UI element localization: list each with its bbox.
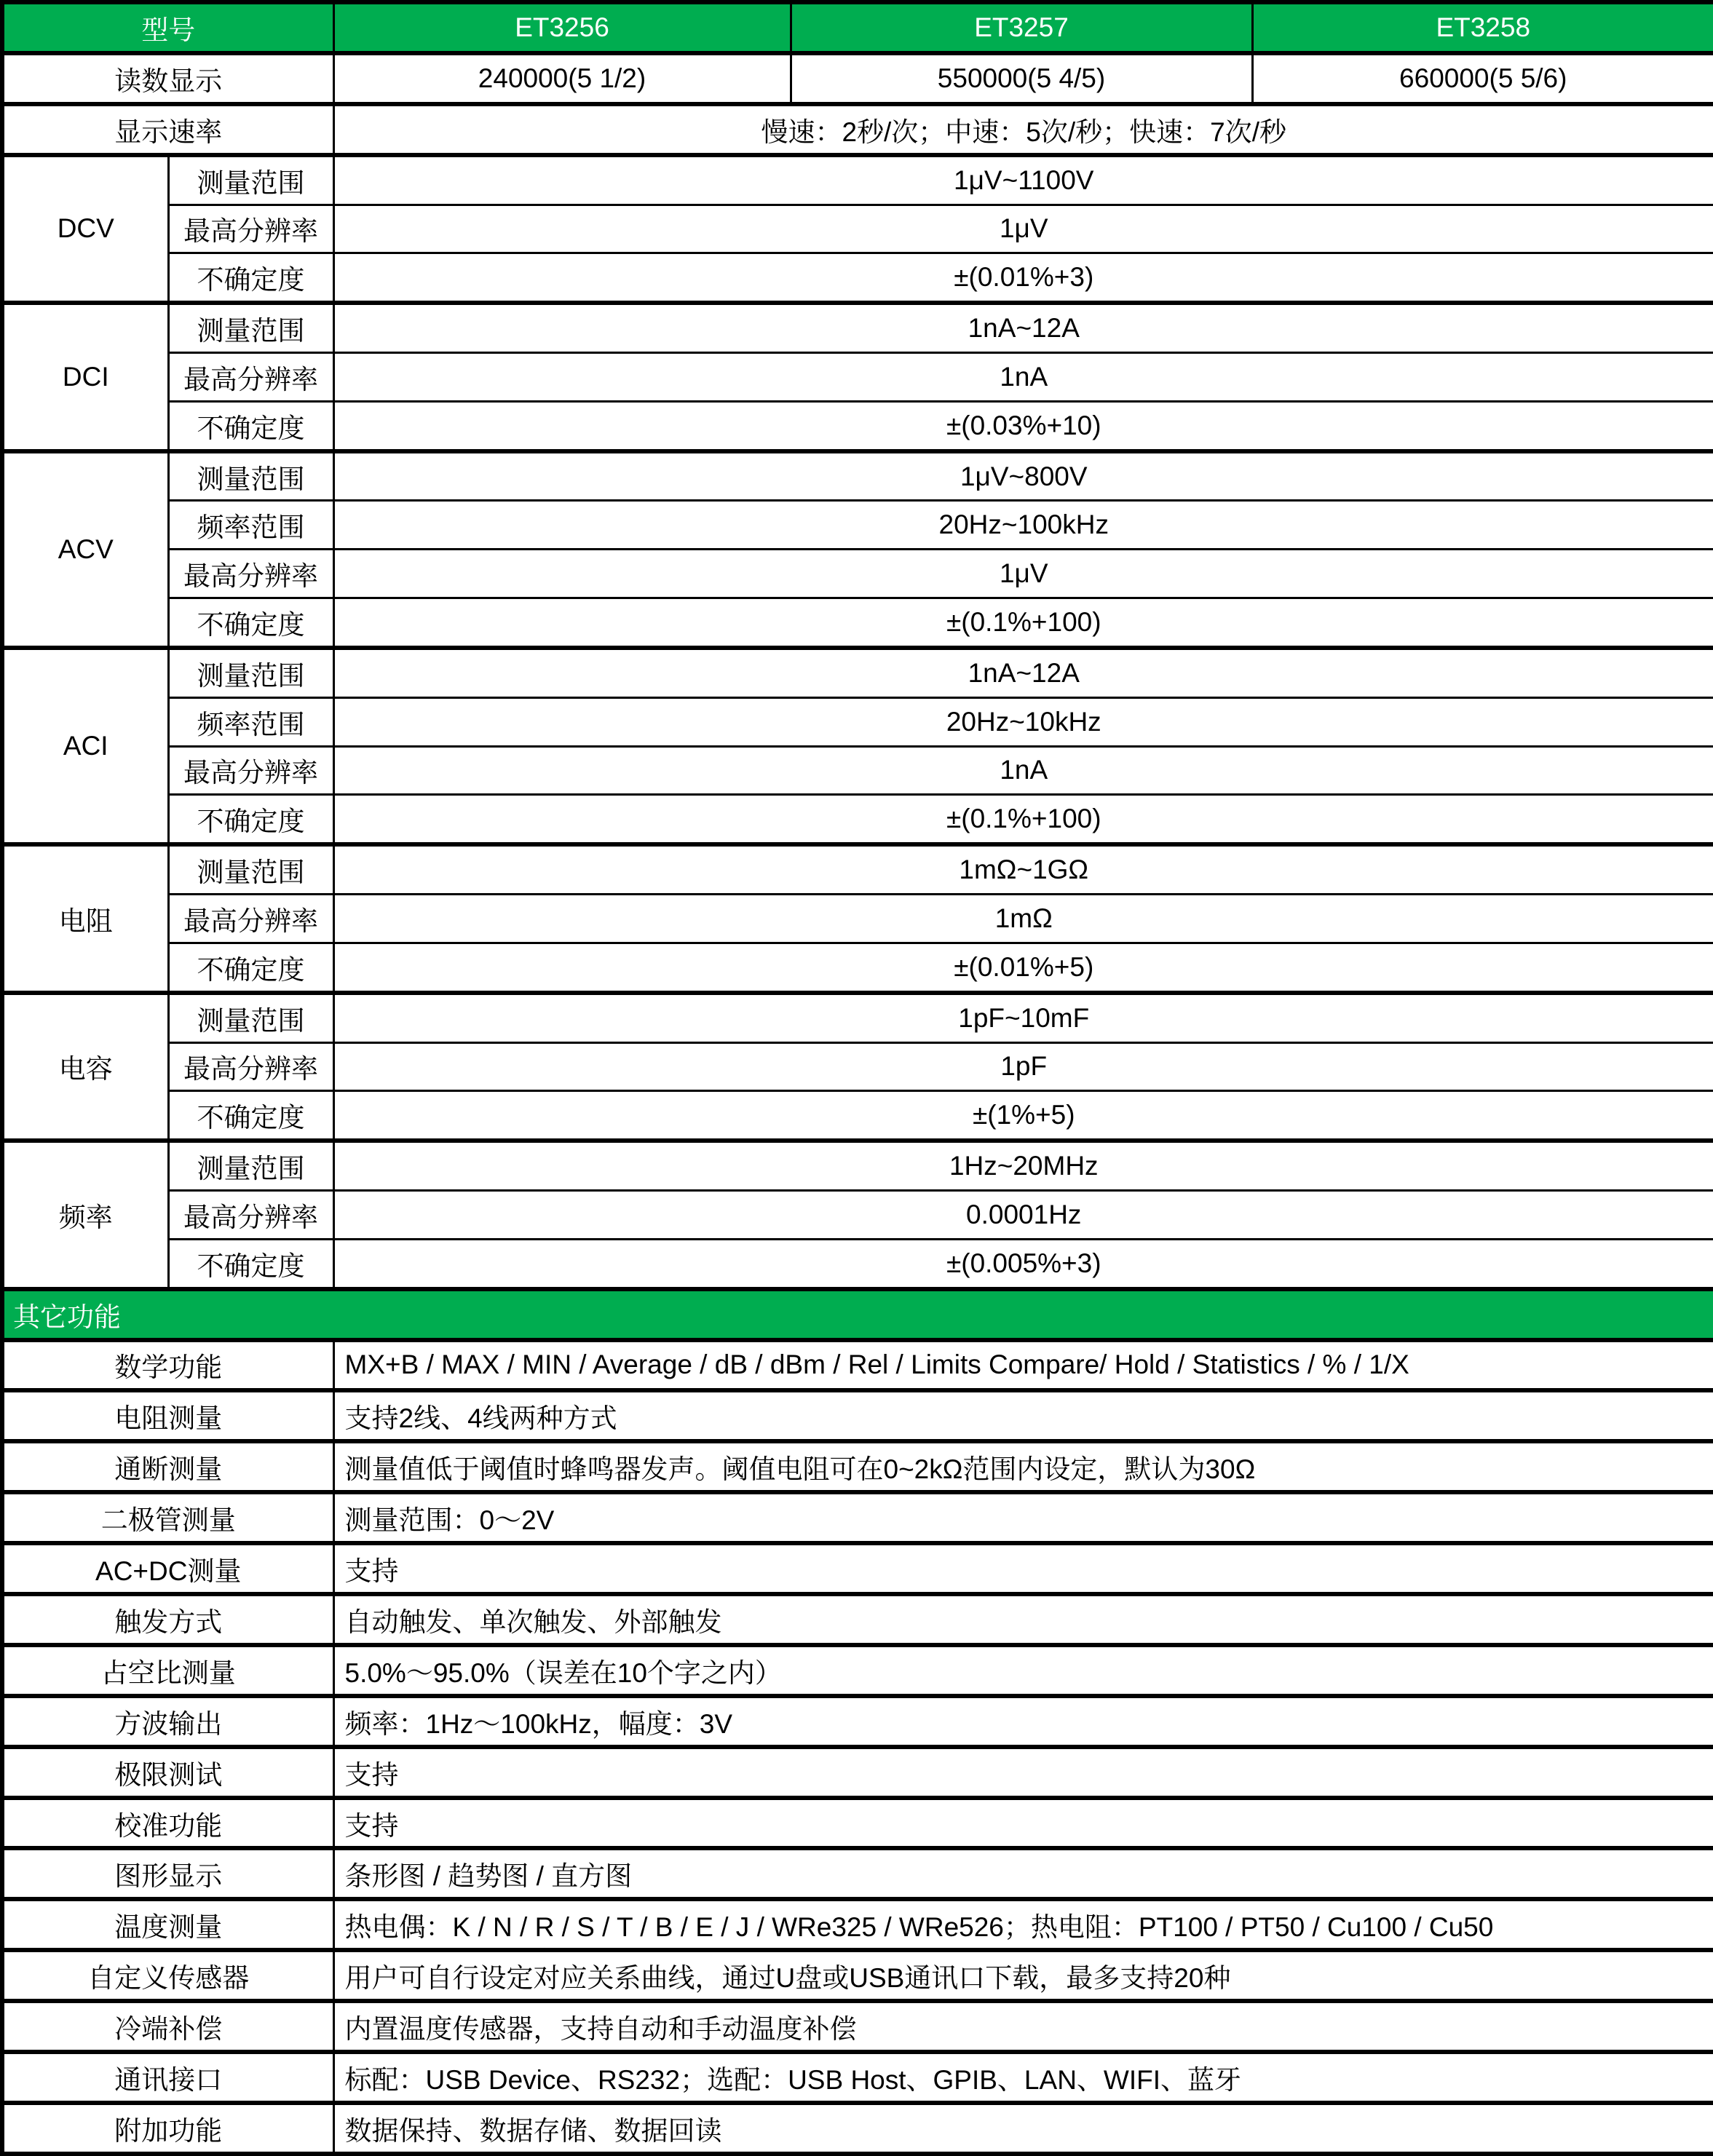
- function-label-cell: 校准功能: [2, 1798, 333, 1849]
- reading-row: [2, 53, 1713, 104]
- spec-label-cell: 最高分辨率: [168, 1191, 333, 1240]
- table-row: [2, 1340, 1713, 1391]
- section-name-cell: 电容: [2, 993, 168, 1141]
- section-name-cell: DCV: [2, 155, 168, 303]
- spec-value-cell: 1mΩ~1GΩ: [333, 844, 1713, 894]
- table-row: [2, 1141, 1713, 1190]
- spec-value-cell: 1pF~10mF: [333, 993, 1713, 1042]
- spec-label-cell: 频率范围: [168, 697, 333, 746]
- section-name-cell: ACV: [2, 451, 168, 648]
- function-value-cell: 标配：USB Device、RS232；选配：USB Host、GPIB、LAN、WIFI、蓝牙: [333, 2052, 1713, 2103]
- function-label-cell: 冷端补偿: [2, 2001, 333, 2052]
- table-row: [2, 205, 1713, 253]
- spec-label-cell: 最高分辨率: [168, 1042, 333, 1091]
- table-row: [2, 550, 1713, 598]
- function-value-cell: 频率：1Hz～100kHz，幅度：3V: [333, 1696, 1713, 1747]
- spec-label-cell: 不确定度: [168, 598, 333, 648]
- spec-label-cell: 测量范围: [168, 303, 333, 352]
- spec-label-cell: 最高分辨率: [168, 205, 333, 253]
- model-et3257-cell: ET3257: [791, 2, 1252, 53]
- model-label-cell: 型号: [2, 2, 333, 53]
- function-label-cell: 通断测量: [2, 1441, 333, 1492]
- table-row: [2, 1492, 1713, 1543]
- spec-value-cell: 20Hz~10kHz: [333, 697, 1713, 746]
- function-label-cell: 触发方式: [2, 1594, 333, 1645]
- function-value-cell: MX+B / MAX / MIN / Average / dB / dBm / Rel / Limits Compare/ Hold / Statistics / % / 1/X: [333, 1340, 1713, 1391]
- spec-label-cell: 频率范围: [168, 501, 333, 550]
- spec-label-cell: 不确定度: [168, 401, 333, 451]
- spec-value-cell: 1μV: [333, 205, 1713, 253]
- table-row: [2, 1191, 1713, 1240]
- table-row: [2, 795, 1713, 844]
- function-value-cell: 测量范围：0～2V: [333, 1492, 1713, 1543]
- function-label-cell: 通讯接口: [2, 2052, 333, 2103]
- spec-label-cell: 不确定度: [168, 795, 333, 844]
- table-row: [2, 1091, 1713, 1141]
- function-label-cell: 附加功能: [2, 2103, 333, 2154]
- table-row: [2, 451, 1713, 501]
- spec-value-cell: 1nA~12A: [333, 303, 1713, 352]
- section-name-cell: DCI: [2, 303, 168, 451]
- function-label-cell: 电阻测量: [2, 1390, 333, 1441]
- spec-value-cell: ±(1%+5): [333, 1091, 1713, 1141]
- function-value-cell: 支持: [333, 1543, 1713, 1594]
- other-functions-band: [2, 1289, 1713, 1340]
- spec-value-cell: 1Hz~20MHz: [333, 1141, 1713, 1190]
- spec-value-cell: 1μV~800V: [333, 451, 1713, 501]
- function-value-cell: 支持: [333, 1798, 1713, 1849]
- function-label-cell: 数学功能: [2, 1340, 333, 1391]
- function-value-cell: 内置温度传感器，支持自动和手动温度补偿: [333, 2001, 1713, 2052]
- table-row: [2, 1848, 1713, 1899]
- table-row: [2, 2103, 1713, 2154]
- spec-value-cell: ±(0.1%+100): [333, 598, 1713, 648]
- function-value-cell: 支持2线、4线两种方式: [333, 1390, 1713, 1441]
- spec-label-cell: 不确定度: [168, 1091, 333, 1141]
- spec-value-cell: 20Hz~100kHz: [333, 501, 1713, 550]
- table-row: [2, 1950, 1713, 2001]
- spec-value-cell: ±(0.005%+3): [333, 1239, 1713, 1288]
- table-row: [2, 155, 1713, 205]
- model-header-row: [2, 2, 1713, 53]
- other-functions-title: 其它功能: [2, 1289, 1713, 1340]
- spec-label-cell: 测量范围: [168, 451, 333, 501]
- rate-label-cell: 显示速率: [2, 104, 333, 155]
- table-row: [2, 1645, 1713, 1696]
- spec-label-cell: 最高分辨率: [168, 895, 333, 943]
- section-name-cell: 电阻: [2, 844, 168, 992]
- table-row: [2, 2052, 1713, 2103]
- table-row: [2, 1798, 1713, 1849]
- rate-row: [2, 104, 1713, 155]
- spec-value-cell: ±(0.1%+100): [333, 795, 1713, 844]
- spec-value-cell: 1μV: [333, 550, 1713, 598]
- spec-label-cell: 测量范围: [168, 648, 333, 697]
- function-label-cell: 自定义传感器: [2, 1950, 333, 2001]
- spec-value-cell: ±(0.03%+10): [333, 401, 1713, 451]
- spec-value-cell: 1nA: [333, 353, 1713, 402]
- model-et3256-cell: ET3256: [333, 2, 791, 53]
- table-row: [2, 895, 1713, 943]
- table-row: [2, 1441, 1713, 1492]
- table-row: [2, 1042, 1713, 1091]
- table-row: [2, 598, 1713, 648]
- table-row: [2, 253, 1713, 303]
- table-row: [2, 993, 1713, 1042]
- table-row: [2, 943, 1713, 992]
- table-row: [2, 1594, 1713, 1645]
- table-row: [2, 844, 1713, 894]
- table-row: [2, 1543, 1713, 1594]
- function-value-cell: 自动触发、单次触发、外部触发: [333, 1594, 1713, 1645]
- table-row: [2, 1239, 1713, 1288]
- spec-label-cell: 不确定度: [168, 253, 333, 303]
- spec-value-cell: 0.0001Hz: [333, 1191, 1713, 1240]
- function-label-cell: 二极管测量: [2, 1492, 333, 1543]
- table-row: [2, 1390, 1713, 1441]
- reading-value-et3258: 660000(5 5/6): [1252, 53, 1713, 104]
- spec-value-cell: ±(0.01%+5): [333, 943, 1713, 992]
- reading-value-et3256: 240000(5 1/2): [333, 53, 791, 104]
- function-label-cell: 温度测量: [2, 1899, 333, 1950]
- model-et3258-cell: ET3258: [1252, 2, 1713, 53]
- spec-value-cell: 1pF: [333, 1042, 1713, 1091]
- table-row: [2, 1899, 1713, 1950]
- table-row: [2, 303, 1713, 352]
- spec-label-cell: 不确定度: [168, 943, 333, 992]
- table-row: [2, 746, 1713, 795]
- table-row: [2, 501, 1713, 550]
- spec-label-cell: 不确定度: [168, 1239, 333, 1288]
- table-row: [2, 697, 1713, 746]
- function-value-cell: 5.0%～95.0%（误差在10个字之内）: [333, 1645, 1713, 1696]
- rate-value-cell: 慢速：2秒/次；中速：5次/秒；快速：7次/秒: [333, 104, 1713, 155]
- table-row: [2, 1747, 1713, 1798]
- spec-label-cell: 最高分辨率: [168, 353, 333, 402]
- function-value-cell: 条形图 / 趋势图 / 直方图: [333, 1848, 1713, 1899]
- table-row: [2, 648, 1713, 697]
- function-label-cell: 方波输出: [2, 1696, 333, 1747]
- function-value-cell: 支持: [333, 1747, 1713, 1798]
- spec-label-cell: 最高分辨率: [168, 550, 333, 598]
- spec-label-cell: 测量范围: [168, 155, 333, 205]
- reading-value-et3257: 550000(5 4/5): [791, 53, 1252, 104]
- table-row: [2, 1696, 1713, 1747]
- function-value-cell: 用户可自行设定对应关系曲线，通过U盘或USB通讯口下载，最多支持20种: [333, 1950, 1713, 2001]
- spec-value-cell: 1μV~1100V: [333, 155, 1713, 205]
- table-row: [2, 2001, 1713, 2052]
- spec-value-cell: 1mΩ: [333, 895, 1713, 943]
- function-value-cell: 数据保持、数据存储、数据回读: [333, 2103, 1713, 2154]
- reading-label-cell: 读数显示: [2, 53, 333, 104]
- function-label-cell: 占空比测量: [2, 1645, 333, 1696]
- function-label-cell: 极限测试: [2, 1747, 333, 1798]
- spec-label-cell: 测量范围: [168, 1141, 333, 1190]
- function-value-cell: 测量值低于阈值时蜂鸣器发声。阈值电阻可在0~2kΩ范围内设定，默认为30Ω: [333, 1441, 1713, 1492]
- function-value-cell: 热电偶：K / N / R / S / T / B / E / J / WRe325 / WRe526；热电阻：PT100 / PT50 / Cu100 / Cu50: [333, 1899, 1713, 1950]
- spec-label-cell: 测量范围: [168, 993, 333, 1042]
- section-name-cell: ACI: [2, 648, 168, 844]
- table-row: [2, 353, 1713, 402]
- section-name-cell: 频率: [2, 1141, 168, 1288]
- function-label-cell: AC+DC测量: [2, 1543, 333, 1594]
- table-row: [2, 401, 1713, 451]
- function-label-cell: 图形显示: [2, 1848, 333, 1899]
- spec-value-cell: 1nA: [333, 746, 1713, 795]
- spec-value-cell: ±(0.01%+3): [333, 253, 1713, 303]
- spec-label-cell: 测量范围: [168, 844, 333, 894]
- spec-value-cell: 1nA~12A: [333, 648, 1713, 697]
- spec-label-cell: 最高分辨率: [168, 746, 333, 795]
